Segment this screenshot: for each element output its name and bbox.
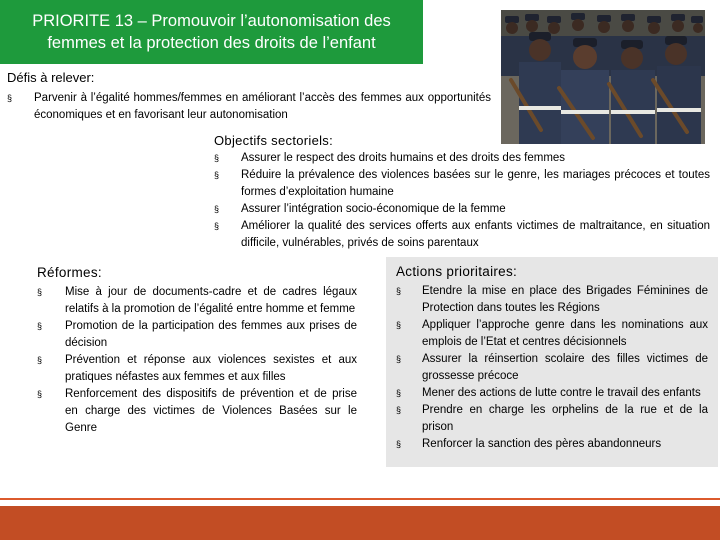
footer-bar xyxy=(0,506,720,540)
bullet-icon: § xyxy=(214,170,220,180)
bullet-icon: § xyxy=(37,321,43,331)
objectifs-heading: Objectifs sectoriels: xyxy=(214,133,334,148)
actions-panel xyxy=(386,257,718,467)
list-item xyxy=(37,352,357,386)
bullet-icon: § xyxy=(396,405,402,415)
slide-title-line-1: PRIORITE 13 – Promouvoir l’autonomisation des xyxy=(32,12,391,30)
bullet-icon: § xyxy=(396,320,402,330)
bullet-icon: § xyxy=(37,287,43,297)
list-item xyxy=(37,318,357,352)
footer-divider xyxy=(0,498,720,500)
actions-list xyxy=(396,283,708,453)
defis-bullet-text: Parvenir à l’égalité hommes/femmes en améliorant l’accès des femmes aux opportunités économiques et en favorisant leur autonomisation xyxy=(34,92,491,121)
slide-title-banner xyxy=(0,0,423,64)
list-item xyxy=(396,351,708,385)
reforme-text: Promotion de la participation des femmes aux prises de décision xyxy=(65,320,357,349)
action-text: Renforcer la sanction des pères abandonneurs xyxy=(422,438,662,450)
list-item xyxy=(396,402,708,436)
reforme-text: Renforcement des dispositifs de prévention et de prise en charge des victimes de Violences Basées sur le Genre xyxy=(65,388,357,434)
bullet-icon: § xyxy=(37,355,43,365)
list-item xyxy=(37,284,357,318)
objectif-text: Réduire la prévalence des violences basées sur le genre, les mariages précoces et toutes formes d’exploitation humaine xyxy=(241,169,710,198)
list-item xyxy=(396,317,708,351)
objectifs-list xyxy=(214,150,710,252)
objectif-text: Améliorer la qualité des services offerts aux enfants victimes de maltraitance, en situation difficile, vulnérables, privés de soins parentaux xyxy=(241,220,710,249)
defis-heading: Défis à relever: xyxy=(7,70,95,85)
action-text: Assurer la réinsertion scolaire des filles victimes de grossesse précoce xyxy=(422,353,708,382)
list-item xyxy=(214,167,710,201)
reformes-list xyxy=(37,284,357,437)
reforme-text: Mise à jour de documents-cadre et de cadres légaux relatifs à la promotion de l’égalité entre homme et femme xyxy=(65,286,357,315)
photo-female-police-parade xyxy=(501,10,705,144)
bullet-icon: § xyxy=(37,389,43,399)
bullet-icon: § xyxy=(396,388,402,398)
action-text: Prendre en charge les orphelins de la rue et de la prison xyxy=(422,404,708,433)
reformes-panel xyxy=(26,257,367,467)
photo-illustration xyxy=(501,10,705,144)
bullet-icon: § xyxy=(214,153,220,163)
bullet-icon: § xyxy=(214,204,220,214)
action-text: Mener des actions de lutte contre le travail des enfants xyxy=(422,387,701,399)
action-text: Appliquer l’approche genre dans les nominations aux emplois de l’Etat et centres décisionnels xyxy=(422,319,708,348)
list-item xyxy=(396,436,708,453)
reformes-heading: Réformes: xyxy=(37,265,102,280)
list-item xyxy=(214,218,710,252)
bullet-icon: § xyxy=(214,221,220,231)
reforme-text: Prévention et réponse aux violences sexistes et aux pratiques néfastes aux femmes et aux filles xyxy=(65,354,357,383)
bullet-icon: § xyxy=(396,439,402,449)
action-text: Etendre la mise en place des Brigades Féminines de Protection dans toutes les Régions xyxy=(422,285,708,314)
list-item xyxy=(396,385,708,402)
list-item xyxy=(396,283,708,317)
slide-title-line-2: femmes et la protection des droits de l’enfant xyxy=(47,34,376,52)
actions-heading: Actions prioritaires: xyxy=(396,264,518,279)
list-item xyxy=(214,201,710,218)
bullet-icon: § xyxy=(396,354,402,364)
objectif-text: Assurer le respect des droits humains et des droits des femmes xyxy=(241,152,566,164)
list-item xyxy=(214,150,710,167)
objectif-text: Assurer l’intégration socio-économique de la femme xyxy=(241,203,506,215)
bullet-icon: § xyxy=(7,93,13,103)
bullet-icon: § xyxy=(396,286,402,296)
list-item xyxy=(37,386,357,437)
